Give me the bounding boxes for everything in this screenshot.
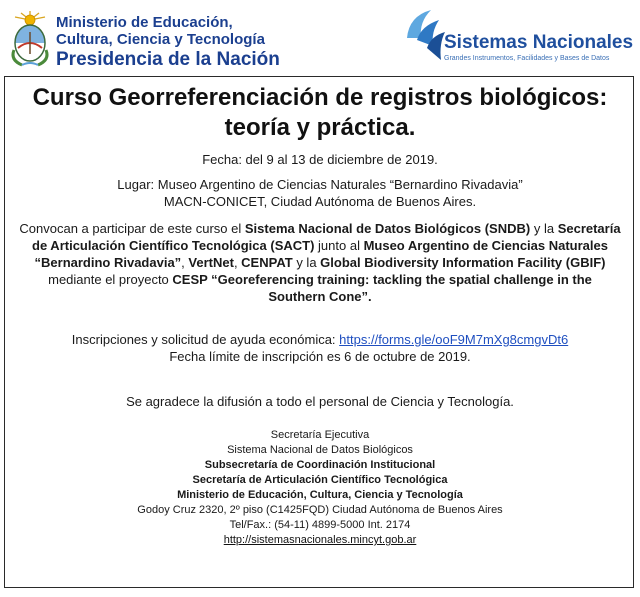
thanks-note: Se agradece la difusión a todo el personal de Ciencia y Tecnología. — [126, 394, 514, 409]
org-cenpat: CENPAT — [241, 255, 293, 270]
body-text-4: , — [181, 255, 189, 270]
org-sndb: Sistema Nacional de Datos Biológicos (SNDB) — [244, 221, 531, 236]
announcement-frame — [4, 76, 634, 588]
body-text-3: junto al — [314, 238, 364, 253]
project-cesp: CESP “Georeferencing training: tackling the spatial challenge in the Southern Cone”. — [172, 272, 592, 304]
signature-line-1: Secretaría Ejecutiva — [270, 429, 370, 441]
org-vertnet: VertNet — [188, 255, 234, 270]
course-title — [5, 83, 635, 143]
registration-line — [5, 331, 635, 348]
signature-phone: Tel/Fax.: (54-11) 4899-5000 Int. 2174 — [229, 519, 411, 531]
body-text-5: , — [233, 255, 242, 270]
brand-tagline: Grandes Instrumentos, Facilidades y Bases de Datos — [444, 55, 610, 62]
sistemas-nacionales-logo-icon — [405, 8, 445, 66]
location-line-1: Lugar: Museo Argentino de Ciencias Naturales “Bernardino Rivadavia” — [117, 177, 523, 192]
signature-block — [5, 428, 635, 548]
ministry-name — [56, 14, 280, 72]
title-line-2: teoría y práctica. — [224, 114, 416, 141]
body-text-1: Convocan a participar de este curso el — [19, 221, 245, 236]
signature-line-4: Secretaría de Articulación Científico Tecnológica — [192, 474, 448, 486]
ministry-line-1: Ministerio de Educación, — [56, 14, 233, 31]
body-text-7: mediante el proyecto — [48, 272, 173, 287]
org-sact: Secretaría de Articulación Científico Tecnológica (SACT) — [32, 221, 621, 253]
website-link[interactable]: http://sistemasnacionales.mincyt.gob.ar — [223, 534, 417, 546]
body-text-2: y la — [530, 221, 558, 236]
registration-form-link[interactable]: https://forms.gle/ooF9M7mXg8cmgvDt6 — [339, 332, 569, 347]
signature-line-2: Sistema Nacional de Datos Biológicos — [227, 444, 413, 456]
org-macn: Museo Argentino de Ciencias Naturales “Bernardino Rivadavia” — [34, 238, 608, 270]
registration-deadline: Fecha límite de inscripción es 6 de octubre de 2019. — [169, 349, 471, 364]
announcement-content — [5, 77, 635, 548]
header — [0, 0, 640, 80]
ministry-line-2: Cultura, Ciencia y Tecnología — [56, 31, 265, 48]
body-text-6: y la — [292, 255, 321, 270]
course-dates: Fecha: del 9 al 13 de diciembre de 2019. — [202, 152, 438, 167]
invitation-paragraph — [5, 220, 635, 305]
sistemas-nacionales-brand — [444, 32, 633, 64]
signature-address: Godoy Cruz 2320, 2º piso (C1425FQD) Ciudad Autónoma de Buenos Aires — [137, 504, 503, 516]
signature-line-3: Subsecretaría de Coordinación Institucional — [204, 459, 436, 471]
title-line-1: Curso Georreferenciación de registros biológicos: — [32, 84, 608, 111]
location-line-2: MACN-CONICET, Ciudad Autónoma de Buenos Aires. — [163, 194, 477, 209]
presidency-line: Presidencia de la Nación — [56, 49, 280, 70]
org-gbif: Global Biodiversity Information Facility (GBIF) — [320, 255, 606, 270]
course-location — [5, 176, 635, 210]
signature-line-5: Ministerio de Educación, Cultura, Ciencia y Tecnología — [177, 489, 463, 501]
registration-label: Inscripciones y solicitud de ayuda económica: — [71, 332, 340, 347]
brand-name: Sistemas Nacionales — [444, 32, 634, 53]
argentina-coat-of-arms-icon — [8, 10, 52, 68]
